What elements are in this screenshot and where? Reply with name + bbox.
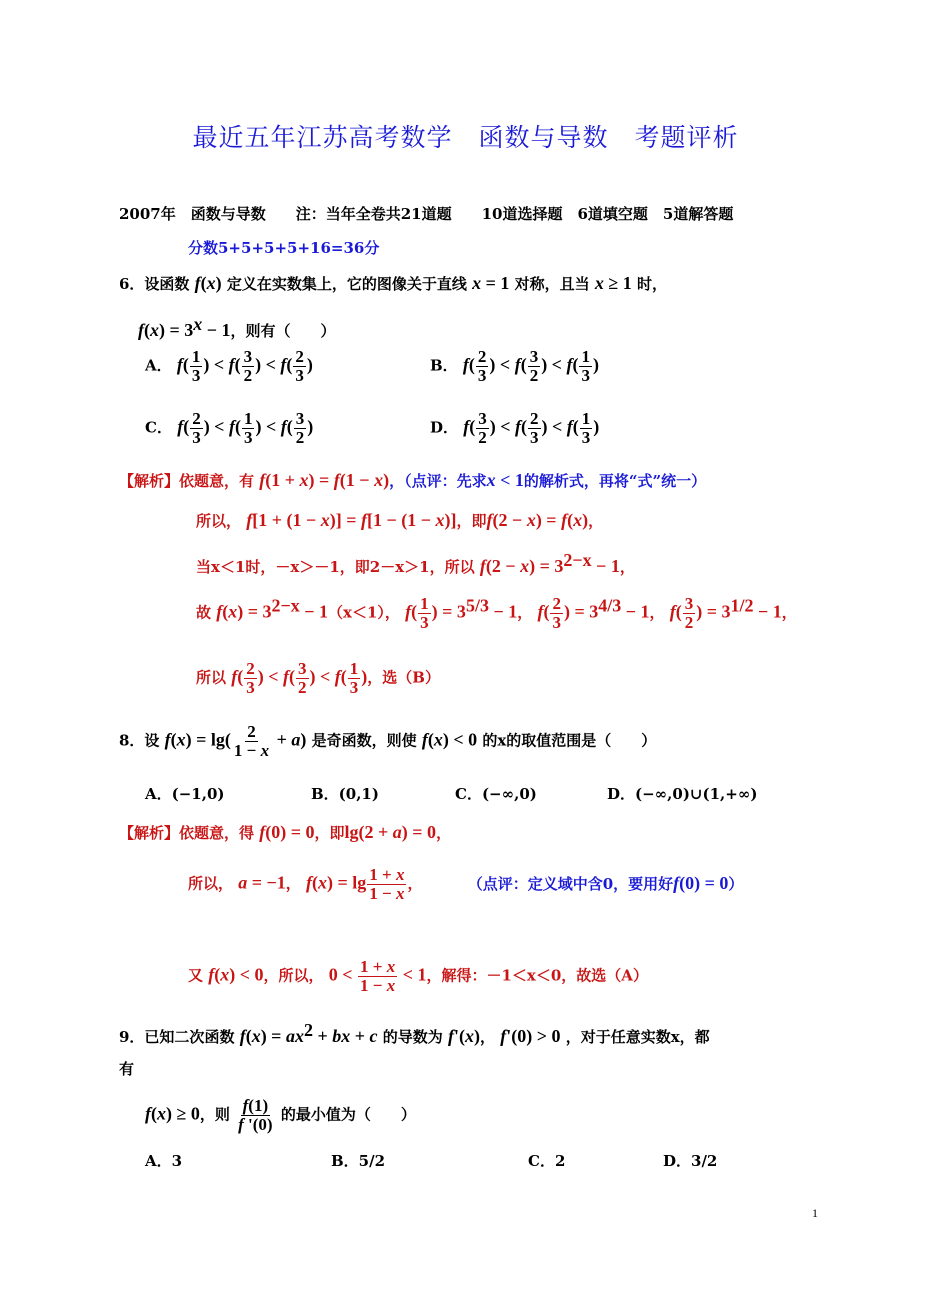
sol6-line3: 当x＜1时，－x＞－1，即2－x＞1，所以 $f(2 - x) = 3^{2-x} - 1$， [196,550,635,576]
sol6-line5: 所以 f( $\frac{2}{3}$ ) < f( $\frac{3}{2}$ ) < f( $\frac{1}{3}$ )，选（B） [196,659,440,697]
q6-option-c: C． f( $\frac{2}{3}$ ) < f( $\frac{1}{3}$ ) < f( $\frac{3}{2}$ ) [145,409,314,447]
q8-option-b: B．(0,1) [311,785,379,803]
score-line: 分数5+5+5+5+16=36分 [188,239,380,257]
sol8-line2: 所以， a = −1， f(x) = lg $\frac{1 + x}{1 - x}$ ， （点评：定义域中含0，要用好f(0) = 0） [188,865,744,903]
sol8-line3: 又 f(x) < 0，所以， 0 < $\frac{1 + x}{1 - x}$ < 1，解得：－1＜x＜0，故选（A） [188,957,648,995]
q9-condition: f(x) ≥ 0，则 $\frac{f(1)}{f '(0)}$ 的最小值为（ ） [145,1096,416,1134]
year-line: 2007年 函数与导数 注：当年全卷共21道题 10道选择题 6道填空题 5道解答题 [119,205,734,223]
sol6-line1: 【解析】依题意，有 f(1 + x) = f(1 − x)，（点评：先求x < 1的解析式，再将“式”统一） [119,470,707,490]
q9-option-c: C．2 [528,1152,566,1170]
q8-stem: 8．设 f(x) = lg( $\frac{2}{1 - x}$ + a) 是奇函数，则使 f(x) < 0 的x的取值范围是（ ） [119,722,657,760]
q9-option-b: B．5/2 [331,1152,386,1170]
q8-option-d: D．(−∞,0)∪(1,+∞) [607,785,758,803]
q9-option-a: A．3 [145,1152,183,1170]
q9-wrap: 有 [119,1060,135,1078]
q6-option-d: D． f( $\frac{3}{2}$ ) < f( $\frac{2}{3}$ ) < f( $\frac{1}{3}$ ) [430,409,600,447]
q6-option-b: B． f( $\frac{2}{3}$ ) < f( $\frac{3}{2}$ ) < f( $\frac{1}{3}$ ) [430,347,599,385]
page-number: 1 [812,1206,818,1220]
q6-stem: 6．设函数 f(x) 定义在实数集上，它的图像关于直线 x = 1 对称，且当 x ≥ 1 时， [119,273,668,293]
q8-option-c: C．(−∞,0) [455,785,537,803]
q6-option-a: A． f( $\frac{1}{3}$ ) < f( $\frac{3}{2}$ ) < f( $\frac{2}{3}$ ) [145,347,313,385]
q6-formula: $f(x) = 3^x - 1$，则有（ ） [138,314,336,340]
sol8-line1: 【解析】依题意，得 f(0) = 0，即lg(2 + a) = 0， [119,822,452,842]
page-title: 最近五年江苏高考数学 函数与导数 考题评析 [192,123,739,152]
q8-option-a: A．(−1,0) [145,785,225,803]
q9-option-d: D．3/2 [663,1152,718,1170]
sol6-line2: 所以， f[1 + (1 − x)] = f[1 − (1 − x)]，即f(2 − x) = f(x)， [196,510,604,530]
q9-stem: 9．已知二次函数 $f(x) = ax^2$ + bx + c 的导数为 f'(x)， f'(0) > 0 ，对于任意实数x，都 [119,1020,710,1046]
sol6-line4: 故 $f(x) = 3^{2-x} - 1(x<1)$， f( $\frac{1}{3}$ ) = $3^{5/3} - 1$， f( $\frac{2}{3}$ ) = $3^{4/3} - 1$， f( $\frac{3}{2}$ ) = $3^{1/2} - 1$， [196,594,797,632]
